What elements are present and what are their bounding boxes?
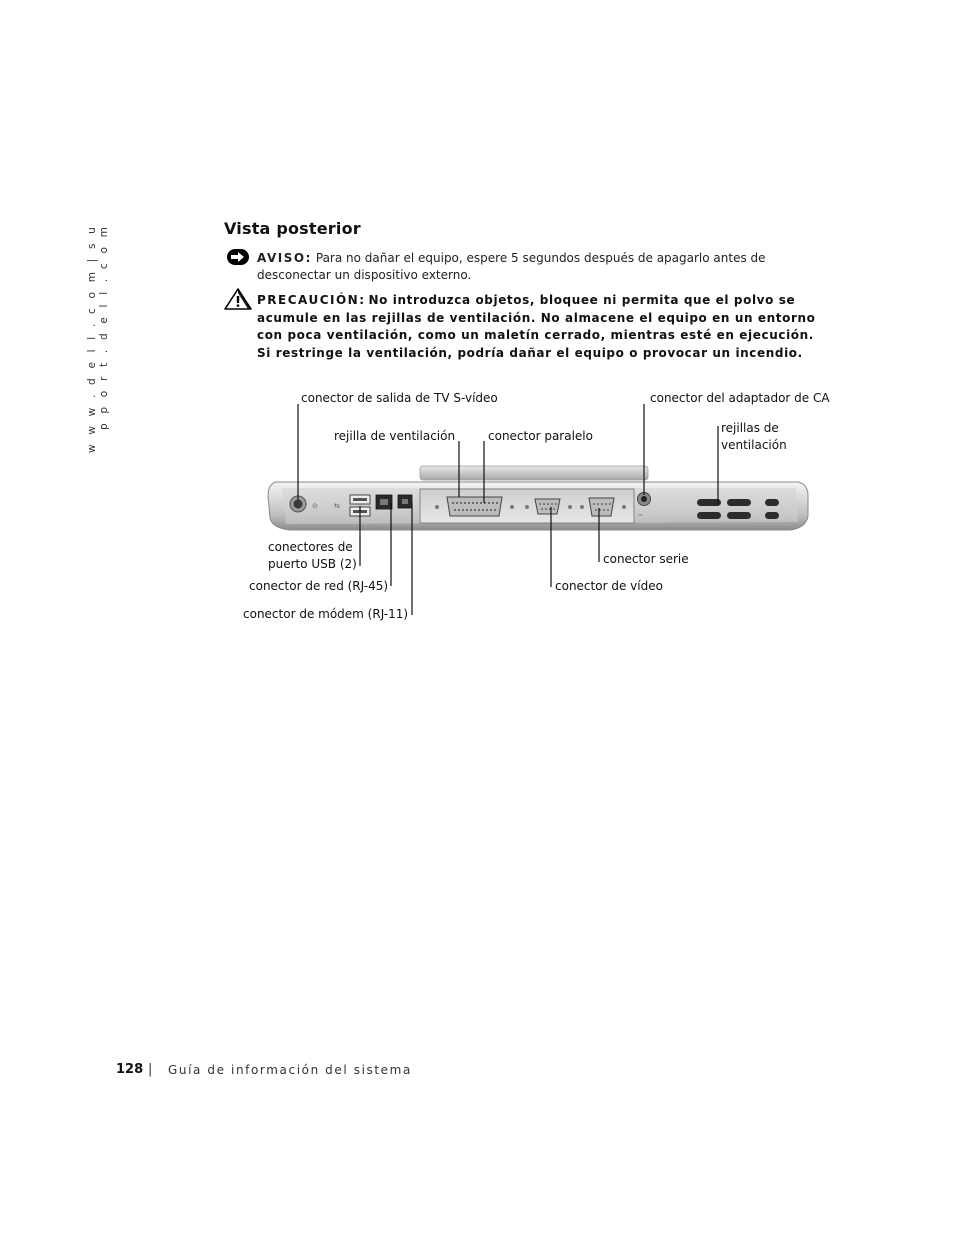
page-number: 128: [116, 1062, 144, 1077]
callout-usb-line1: conectores de: [268, 540, 353, 554]
callout-serial: conector serie: [603, 552, 689, 566]
callout-usb-line2: puerto USB (2): [268, 557, 357, 571]
laptop-body: [268, 466, 808, 530]
svg-text:⇆: ⇆: [334, 502, 340, 510]
callout-vent-grille: rejilla de ventilación: [334, 429, 456, 443]
rj45-port: [376, 495, 392, 509]
callout-vent-grilles-line2: ventilación: [721, 438, 787, 452]
section-title: Vista posterior: [224, 219, 361, 238]
rj11-port: [398, 495, 412, 508]
caution-text: No introduzca objetos, bloquee ni permita que el polvo se acumule en las rejillas de ventilación. No almacene el equipo en un entorno con poca ventilación, como un maletín cerrado, mientras esté en ejecución. Si restringe la ventilación, podría dañar el equipo o provocar un incendio.: [257, 293, 816, 360]
svg-text:⊝: ⊝: [312, 502, 318, 510]
notice-label: AVISO:: [257, 251, 312, 265]
callout-ac-adapter: conector del adaptador de CA: [650, 391, 830, 405]
notice-text: Para no dañar el equipo, espere 5 segundos después de apagarlo antes de desconectar un dispositivo externo.: [257, 251, 766, 282]
caution-label: PRECAUCIÓN:: [257, 293, 366, 307]
side-url: w w w . d e l l . c o m | s u p p o r t . d e l l . c o m: [86, 224, 110, 454]
callout-network: conector de red (RJ-45): [249, 579, 389, 593]
callout-vent-grilles-line1: rejillas de: [721, 421, 779, 435]
footer-separator: |: [148, 1062, 153, 1077]
footer-doc-title: Guía de información del sistema: [168, 1063, 412, 1077]
callout-video: conector de vídeo: [555, 579, 663, 593]
callout-modem: conector de módem (RJ-11): [243, 607, 409, 621]
svg-text:⎓: ⎓: [638, 512, 643, 519]
callout-tv-svideo: conector de salida de TV S-vídeo: [301, 391, 498, 405]
callout-parallel: conector paralelo: [488, 429, 593, 443]
